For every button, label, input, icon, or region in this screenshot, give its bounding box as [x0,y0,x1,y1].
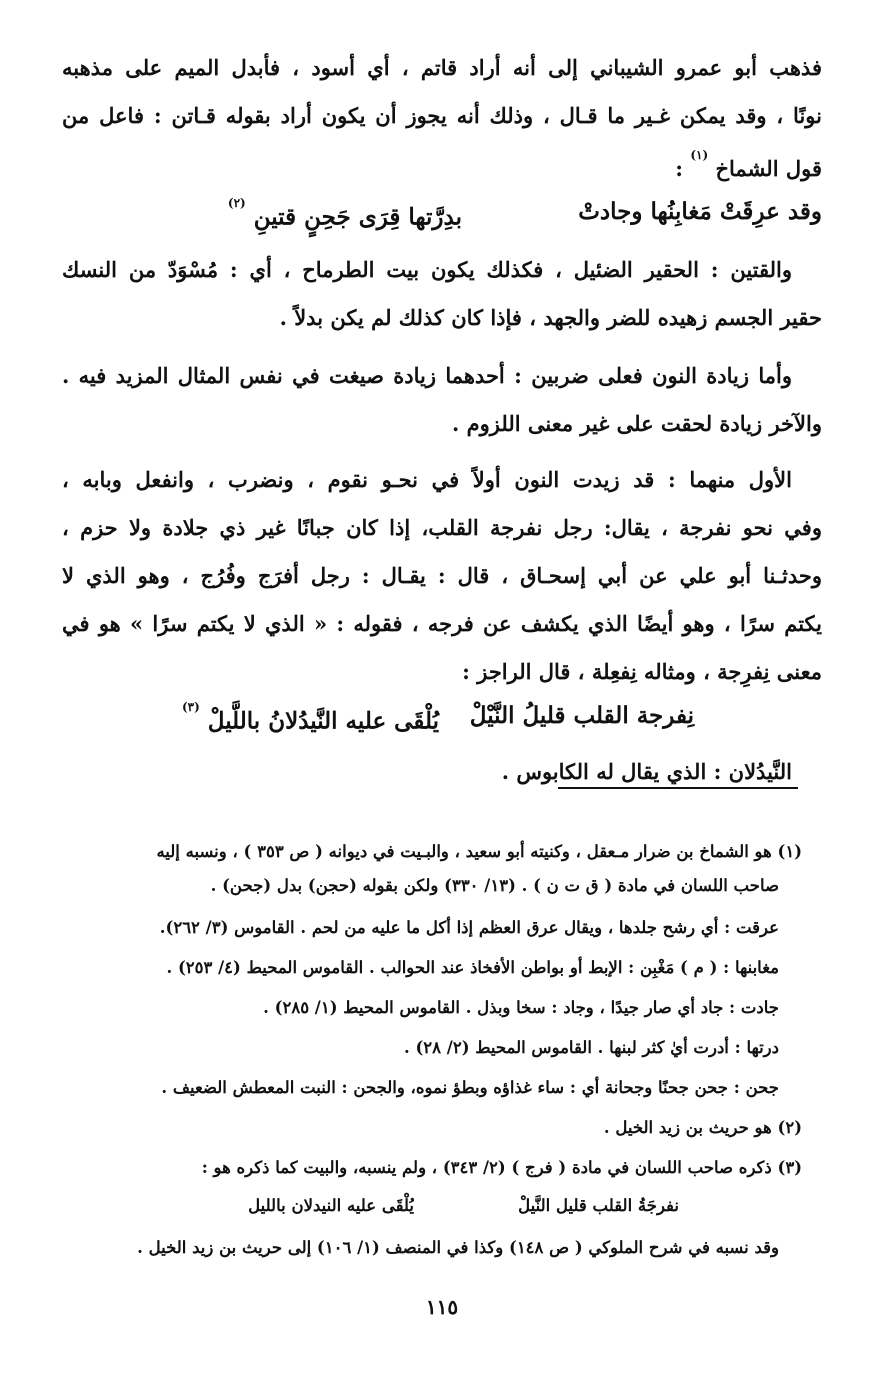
body-line: الأول منهما : قد زيدت النون أولاً في نحـو نقوم ، ونضرب ، وانفعل وبابه ، [62,467,792,492]
body-line: يكتم سرًا ، وهو أيضًا الذي يكشف عن فرجه ، فقوله : « الذي لا يكتم سرًا » هو في [62,611,822,636]
footnote-line: (٣) ذكره صاحب اللسان في مادة ( فرج ) (٢/ ٣٤٣) ، ولم ينسبه، والبيت كما ذكره هو : [201,1158,802,1177]
body-line: والقتين : الحقير الضئيل ، فكذلك يكون بيت الطرماح ، أي : مُسْوَدّ من النسك [62,257,792,282]
body-line: والآخر زيادة لحقت على غير معنى اللزوم . [452,411,822,436]
body-line: وحدثـنا أبو علي عن أبي إسحـاق ، قال : يقـال : رجل أفرَج وفُرُج ، وهو الذي لا [62,563,822,588]
footnote-separator [558,787,798,789]
body-line: معنى نِفرِجة ، ومثاله نِفعِلة ، قال الراجز : [462,659,822,684]
body-line: حقير الجسم زهيده للضر والجهد ، فإذا كان كذلك لم يكن بدلاً . [279,305,822,330]
body-line: وفي نحو نفرجة ، يقال: رجل نفرجة القلب، إذا كان جبانًا غير ذي جلادة ولا حزم ، [62,515,822,540]
body-line: فذهب أبو عمرو الشيباني إلى أنه أراد قاتم ، أي أسود ، فأبدل الميم على مذهبه [62,55,822,80]
footnote-verse-first: نفرجَةُ القلب قليل النَّيلْ [518,1196,679,1215]
footnote-line: جادت : جاد أي صار جيدًا ، وجاد : سخا وبذل . القاموس المحيط (١/ ٢٨٥) . [263,998,779,1017]
footnote-line: مغابنها : ( م ) مَغْبِن : الإبط أو بواطن الأفخاذ عند الحوالب . القاموس المحيط (٤/ ٢٥٣) . [166,958,779,977]
footnote-line: عرقت : أي رشح جلدها ، ويقال عرق العظم إذا أكل ما عليه من لحم . القاموس (٣/ ٢٦٢). [159,918,779,937]
footnote-line: درتها : أدرت أيٰ كثر لبنها . القاموس المحيط (٢/ ٢٨) . [404,1038,779,1057]
footnote-ref-2: (٢) [227,196,246,210]
page-number: ١١٥ [425,1295,459,1319]
verse-1-first-hemistich: وقد عرِقَتْ مَغابِنُها وجادتْ [578,198,822,225]
verse-2-first-hemistich: نِفرجة القلب قليلُ النَّيْلْ [469,702,694,729]
footnote-verse-second: يُلْقَى عليه النيدلان بالليل [248,1196,414,1215]
verse-2-second-hemistich: يُلْقَى عليه النَّيدُلانُ باللَّيلْ $^{(٣)}$ [181,700,439,735]
verse-1-second-hemistich: بدِرَّتها قِرَى جَحِنٍ قتينِ $^{(٢)}$ [227,196,462,231]
body-line: نونًا ، وقد يمكن غـير ما قـال ، وذلك أنه يجوز أن يكون أراد بقوله قـاتن : فاعل من [62,103,822,128]
footnote-line: وقد نسبه في شرح الملوكي ( ص ١٤٨) وكذا في المنصف (١/ ١٠٦) إلى حريث بن زيد الخيل . [137,1238,779,1257]
footnote-ref-3: (٣) [181,700,200,714]
body-line: قول الشماخ $^{(١)}$ : [675,148,822,181]
body-line: وأما زيادة النون فعلى ضربين : أحدهما زيادة صيغت في نفس المثال المزيد فيه . [62,363,792,388]
footnote-line: جحن : جحن جحنًا وجحانة أي : ساء غذاؤه وبطؤ نموه، والجحن : النبت المعطش الضعيف . [161,1078,779,1097]
footnote-line: صاحب اللسان في مادة ( ق ت ن ) . (١٣/ ٣٣٠) ولكن بقوله (حجن) بدل (جحن) . [210,876,779,895]
footnote-line: (١) هو الشماخ بن ضرار مـعقل ، وكنيته أبو سعيد ، والبـيت في ديوانه ( ص ٣٥٣ ) ، ونسبه إليه [156,842,802,861]
footnote-line: (٢) هو حريث بن زيد الخيل . [603,1118,802,1137]
body-line: النَّيدُلان : الذي يقال له الكابوس . [501,759,792,784]
footnote-ref-1: (١) [690,148,709,162]
